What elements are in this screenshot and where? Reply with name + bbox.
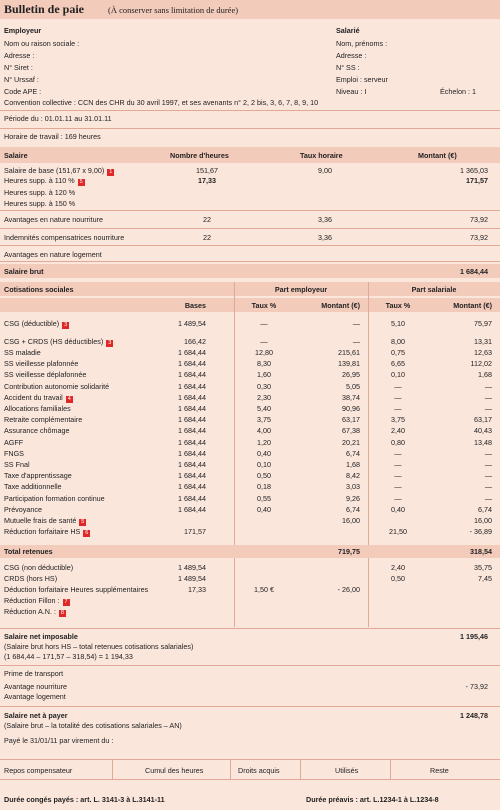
cotisation-row-montant-salarial: 16,00 <box>474 516 492 525</box>
cotisation-row-montant-salarial: — <box>484 382 492 391</box>
post-cotisation-row-montant-salarial: 7,45 <box>478 574 492 583</box>
net-value: 1 248,78 <box>460 711 488 720</box>
echelon: Échelon : 1 <box>440 87 476 96</box>
cotisation-row-text: Participation formation continue <box>4 494 105 503</box>
cotisation-row-taux-salarial: — <box>394 471 402 480</box>
salaire-row-label <box>4 188 75 197</box>
post-cotisation-row-text: Déduction forfaitaire Heures supplémentaires <box>4 585 149 594</box>
cotisation-row-taux-salarial: — <box>394 382 402 391</box>
cotisation-row-text: Contribution autonomie solidarité <box>4 382 110 391</box>
horaire: Horaire de travail : 169 heures <box>4 132 101 141</box>
salaire-col-taux: Taux horaire <box>300 151 343 160</box>
salaire-row-label <box>4 233 124 242</box>
cotisation-row-text: Mutuelle frais de santé <box>4 516 77 525</box>
salaire-row-text: Avantages en nature logement <box>4 250 102 259</box>
salaire-row-montant: 73,92 <box>470 233 488 242</box>
cotisation-row-label <box>4 337 113 347</box>
employeur-line: N° Urssaf : <box>4 75 39 84</box>
cotisation-row-taux-employeur: 0,10 <box>257 460 271 469</box>
note-badge: 6 <box>85 530 89 536</box>
cotisation-row-text: Prévoyance <box>4 505 42 514</box>
employeur-line: N° Siret : <box>4 63 33 72</box>
salaire-col-heures: Nombre d'heures <box>170 151 229 160</box>
cotisation-row-montant-employeur: 63,17 <box>342 415 360 424</box>
cotisation-row-base: 1 684,44 <box>178 359 206 368</box>
cotisation-row-base: 1 684,44 <box>178 471 206 480</box>
cotisation-row-base: 1 684,44 <box>178 494 206 503</box>
cotisation-row-taux-salarial: — <box>394 404 402 413</box>
cotisation-row-label <box>4 527 90 537</box>
cotisation-row-montant-salarial: — <box>484 494 492 503</box>
cotisation-row-taux-salarial: — <box>394 494 402 503</box>
cotisation-row-montant-employeur: 90,96 <box>342 404 360 413</box>
post-cotisation-row-taux-employeur: 1,50 € <box>254 585 274 594</box>
cotisation-row-taux-salarial: 2,40 <box>391 426 405 435</box>
reste: Reste <box>430 766 449 775</box>
cotisation-row-montant-salarial: — <box>484 482 492 491</box>
salarie-heading: Salarié <box>336 26 360 35</box>
cotisation-row-text: Taxe additionnelle <box>4 482 62 491</box>
salaire-row-label <box>4 199 75 208</box>
cotisation-row-taux-employeur: — <box>260 319 268 328</box>
cotisation-row-montant-salarial: — <box>484 449 492 458</box>
post-cotisation-row-text: CRDS (hors HS) <box>4 574 58 583</box>
cotisation-row-base: 1 684,44 <box>178 404 206 413</box>
cotisation-row-base: 1 684,44 <box>178 415 206 424</box>
repos-compensateur: Repos compensateur <box>4 766 73 775</box>
cotisation-row-label <box>4 505 42 514</box>
cotisation-row-taux-employeur: 1,60 <box>257 370 271 379</box>
cotisation-row-taux-employeur: 5,40 <box>257 404 271 413</box>
avantage-nourriture-value: - 73,92 <box>465 682 488 691</box>
salarie-line: Adresse : <box>336 51 367 60</box>
salaire-row-taux: 3,36 <box>318 215 332 224</box>
salaire-row-text: Heures supp. à 150 % <box>4 199 76 208</box>
cotisation-row-text: Retraite complémentaire <box>4 415 83 424</box>
cotisation-row-taux-salarial: 21,50 <box>389 527 407 536</box>
cotisation-row-taux-salarial: 0,10 <box>391 370 405 379</box>
post-cotisation-row-base: 17,33 <box>188 585 206 594</box>
cotisation-row-taux-employeur: 4,00 <box>257 426 271 435</box>
salaire-row-heures: 22 <box>203 233 211 242</box>
post-cotisation-row-text: Réduction A.N. : <box>4 607 56 616</box>
cotisation-row-base: 166,42 <box>184 337 206 346</box>
cotisation-row-text: Assurance chômage <box>4 426 70 435</box>
salaire-brut-value: 1 684,44 <box>460 267 488 276</box>
cotisation-row-taux-employeur: 12,80 <box>255 348 273 357</box>
imposable-value: 1 195,46 <box>460 632 488 641</box>
cotisation-row-base: 1 684,44 <box>178 505 206 514</box>
cotisation-row-montant-salarial: — <box>484 460 492 469</box>
employeur-line: Code APE : <box>4 87 42 96</box>
cotisation-row-montant-employeur: 16,00 <box>342 516 360 525</box>
prime-transport: Prime de transport <box>4 669 64 678</box>
salarie-line: Niveau : I <box>336 87 367 96</box>
cotisation-row-text: FNGS <box>4 449 24 458</box>
cotisations-header <box>0 282 500 296</box>
cumul-heures: Cumul des heures <box>145 766 204 775</box>
cotisations-heading: Cotisations sociales <box>4 285 74 294</box>
cotisation-row-montant-employeur: 1,68 <box>346 460 360 469</box>
cotisation-row-base: 1 684,44 <box>178 348 206 357</box>
post-cotisation-row-label <box>4 596 70 606</box>
part-salariale-heading: Part salariale <box>411 285 457 294</box>
post-cotisation-row-taux-salarial: 0,50 <box>391 574 405 583</box>
duree-conges: Durée congés payés : art. L. 3141-3 à L.3141-11 <box>4 795 165 804</box>
salaire-row-text: Indemnités compensatrices nourriture <box>4 233 125 242</box>
cotisation-row-montant-employeur: 3,03 <box>346 482 360 491</box>
cotisation-row-montant-employeur: 67,38 <box>342 426 360 435</box>
cotisation-row-taux-employeur: 3,75 <box>257 415 271 424</box>
employeur-heading: Employeur <box>4 26 42 35</box>
salaire-row-label <box>4 215 103 224</box>
cotisation-row-base: 1 684,44 <box>178 370 206 379</box>
post-cotisation-row-label <box>4 607 66 617</box>
employeur-line: Adresse : <box>4 51 35 60</box>
duree-preavis: Durée préavis : art. L.1234-1 à L.1234-8 <box>306 795 439 804</box>
cotisation-row-base: 1 684,44 <box>178 449 206 458</box>
cotisation-row-montant-employeur: 5,05 <box>346 382 360 391</box>
cotisation-row-taux-salarial: — <box>394 460 402 469</box>
cotisation-row-taux-salarial: — <box>394 482 402 491</box>
cotisation-row-montant-salarial: 13,31 <box>474 337 492 346</box>
cotisation-row-base: 171,57 <box>184 527 206 536</box>
cotisation-row-taux-salarial: 6,65 <box>391 359 405 368</box>
note-badge: 3 <box>64 322 68 328</box>
cotisation-row-taux-salarial: 3,75 <box>391 415 405 424</box>
cotisation-row-taux-employeur: 0,18 <box>257 482 271 491</box>
cotisation-row-montant-employeur: 26,95 <box>342 370 360 379</box>
salaire-row-taux: 3,36 <box>318 233 332 242</box>
avantage-nourriture: Avantage nourriture <box>4 682 67 691</box>
cotisation-row-label <box>4 393 73 403</box>
cotisation-row-montant-salarial: — <box>484 393 492 402</box>
convention-collective: Convention collective : CCN des CHR du 30 avril 1997, et ses avenants n° 2, 2 bis, 3, 6, 7, 8, 9, 10 <box>4 98 319 107</box>
cotisation-row-taux-salarial: — <box>394 393 402 402</box>
cotisation-row-montant-employeur: 6,74 <box>346 505 360 514</box>
note-badge: 7 <box>64 599 68 605</box>
cotisation-row-base: 1 684,44 <box>178 438 206 447</box>
cotisation-row-text: SS Fnal <box>4 460 30 469</box>
cotisation-row-text: Taxe d'apprentissage <box>4 471 72 480</box>
cotisation-row-montant-employeur: 8,42 <box>346 471 360 480</box>
cotisation-row-text: CSG + CRDS (HS déductibles) <box>4 337 104 346</box>
salaire-row-taux: 9,00 <box>318 166 332 175</box>
droits-acquis: Droits acquis <box>238 766 280 775</box>
cotisation-row-taux-salarial: 0,75 <box>391 348 405 357</box>
cotisations-subheader <box>0 298 500 312</box>
cotisation-row-text: Allocations familiales <box>4 404 71 413</box>
salaire-row-text: Avantages en nature nourriture <box>4 215 103 224</box>
salaire-row-text: Heures supp. à 110 % <box>4 176 75 185</box>
cotisation-row-taux-salarial: 0,40 <box>391 505 405 514</box>
cotisation-row-text: AGFF <box>4 438 24 447</box>
imposable-label: Salaire net imposable <box>4 632 78 641</box>
cotisation-row-montant-salarial: 13,48 <box>474 438 492 447</box>
note-badge: 3 <box>108 340 112 346</box>
cotisation-row-base: 1 684,44 <box>178 482 206 491</box>
salaire-row-text: Heures supp. à 120 % <box>4 188 76 197</box>
cotisation-row-base: 1 684,44 <box>178 393 206 402</box>
cotisation-row-label <box>4 438 23 447</box>
post-cotisation-row-label <box>4 585 148 594</box>
post-cotisation-row-label <box>4 574 57 583</box>
cotisation-row-taux-salarial: 8,00 <box>391 337 405 346</box>
salaire-row-montant: 1 365,03 <box>460 166 488 175</box>
cotisation-row-label <box>4 449 24 458</box>
cotisation-row-taux-employeur: 0,40 <box>257 449 271 458</box>
cotisation-row-base: 1 489,54 <box>178 319 206 328</box>
cotisation-row-montant-salarial: 63,17 <box>474 415 492 424</box>
cotisation-row-montant-employeur: 38,74 <box>342 393 360 402</box>
col-taux-salarial: Taux % <box>385 301 411 310</box>
note-badge: 5 <box>81 519 85 525</box>
utilises: Utilisés <box>335 766 359 775</box>
total-employeur: 719,75 <box>338 547 360 556</box>
net-formula: (Salaire brut – la totalité des cotisations salariales – AN) <box>4 721 182 730</box>
salaire-row-text: Salaire de base (151,67 x 9,00) <box>4 166 105 175</box>
salaire-col-montant: Montant (€) <box>418 151 457 160</box>
cotisation-row-taux-employeur: 0,40 <box>257 505 271 514</box>
note-badge: 1 <box>109 169 113 175</box>
cotisation-row-montant-employeur: 20,21 <box>342 438 360 447</box>
cotisation-row-montant-salarial: — <box>484 471 492 480</box>
note-badge: 8 <box>60 610 64 616</box>
col-montant-salarial: Montant (€) <box>453 301 492 310</box>
cotisation-row-montant-salarial: 112,02 <box>470 359 492 368</box>
salaire-row-heures: 22 <box>203 215 211 224</box>
salaire-header <box>0 147 500 163</box>
cotisation-row-label <box>4 415 82 424</box>
cotisation-row-label <box>4 404 71 413</box>
salaire-row-heures: 151,67 <box>196 166 218 175</box>
employeur-line: Nom ou raison sociale : <box>4 39 80 48</box>
salarie-line: Emploi : serveur <box>336 75 388 84</box>
post-cotisation-row-label <box>4 563 73 572</box>
post-cotisation-row-montant-salarial: 35,75 <box>474 563 492 572</box>
salaire-row-montant: 73,92 <box>470 215 488 224</box>
total-salarial: 318,54 <box>470 547 492 556</box>
cotisation-row-montant-salarial: 1,68 <box>478 370 492 379</box>
cotisation-row-text: SS maladie <box>4 348 41 357</box>
salaire-row-heures: 17,33 <box>198 176 216 185</box>
net-label: Salaire net à payer <box>4 711 68 720</box>
cotisation-row-label <box>4 471 72 480</box>
document-subtitle: (À conserver sans limitation de durée) <box>108 5 239 15</box>
cotisation-row-montant-employeur: 215,61 <box>338 348 360 357</box>
cotisation-row-label <box>4 516 86 526</box>
cotisation-row-text: SS vieillesse plafonnée <box>4 359 79 368</box>
cotisation-row-label <box>4 370 86 379</box>
cotisation-row-base: 1 684,44 <box>178 426 206 435</box>
cotisation-row-taux-employeur: 0,50 <box>257 471 271 480</box>
cotisation-row-label <box>4 319 69 329</box>
cotisation-row-base: 1 684,44 <box>178 382 206 391</box>
cotisation-row-taux-employeur: 0,55 <box>257 494 271 503</box>
cotisation-row-text: Accident du travail <box>4 393 63 402</box>
post-cotisation-row-text: CSG (non déductible) <box>4 563 74 572</box>
cotisation-row-montant-employeur: — <box>352 337 360 346</box>
salaire-row-label <box>4 250 102 259</box>
cotisation-row-taux-salarial: 0,80 <box>391 438 405 447</box>
part-employeur-heading: Part employeur <box>274 285 328 294</box>
post-cotisation-row-taux-salarial: 2,40 <box>391 563 405 572</box>
avantage-logement: Avantage logement <box>4 692 66 701</box>
document-title: Bulletin de paie <box>4 2 85 16</box>
post-cotisation-row-base: 1 489,54 <box>178 574 206 583</box>
cotisation-row-label <box>4 482 62 491</box>
post-cotisation-row-text: Réduction Fillon : <box>4 596 60 605</box>
cotisation-row-taux-employeur: 2,30 <box>257 393 271 402</box>
salaire-row-label <box>4 176 85 186</box>
cotisation-row-taux-employeur: — <box>260 337 268 346</box>
cotisation-row-label <box>4 460 30 469</box>
salarie-line: N° SS : <box>336 63 360 72</box>
cotisation-row-montant-employeur: 6,74 <box>346 449 360 458</box>
payment-line: Payé le 31/01/11 par virement du : <box>4 736 114 745</box>
cotisation-row-montant-salarial: 40,43 <box>474 426 492 435</box>
cotisation-row-label <box>4 494 105 503</box>
cotisation-row-taux-salarial: — <box>394 449 402 458</box>
cotisation-row-label <box>4 426 70 435</box>
cotisation-row-text: SS vieillesse déplafonnée <box>4 370 87 379</box>
cotisation-row-montant-salarial: 75,97 <box>474 319 492 328</box>
cotisation-row-montant-employeur: — <box>352 319 360 328</box>
cotisation-row-montant-salarial: - 36,89 <box>469 527 492 536</box>
cotisation-row-taux-employeur: 8,30 <box>257 359 271 368</box>
salaire-brut-label: Salaire brut <box>4 267 44 276</box>
note-badge: 4 <box>67 396 71 402</box>
col-bases: Bases <box>184 301 206 310</box>
title-bar <box>0 0 500 19</box>
imposable-formula: (Salaire brut hors HS – total retenues cotisations salariales) <box>4 642 194 651</box>
salaire-brut-row <box>0 264 500 278</box>
post-cotisation-row-base: 1 489,54 <box>178 563 206 572</box>
salaire-col-label: Salaire <box>4 151 28 160</box>
col-taux-employeur: Taux % <box>251 301 277 310</box>
cotisation-row-text: CSG (déductible) <box>4 319 60 328</box>
cotisation-row-montant-salarial: — <box>484 404 492 413</box>
col-montant-employeur: Montant (€) <box>321 301 360 310</box>
imposable-computation: (1 684,44 – 171,57 – 318,54) = 1 194,33 <box>4 652 133 661</box>
post-cotisation-row-montant-employeur: - 26,00 <box>337 585 360 594</box>
cotisation-row-taux-employeur: 1,20 <box>257 438 271 447</box>
cotisation-row-taux-employeur: 0,30 <box>257 382 271 391</box>
cotisation-row-label <box>4 348 41 357</box>
cotisation-row-text: Réduction forfaitaire HS <box>4 527 81 536</box>
cotisation-row-label <box>4 382 109 391</box>
cotisation-row-taux-salarial: 5,10 <box>391 319 405 328</box>
cotisation-row-label <box>4 359 78 368</box>
salarie-line: Nom, prénoms : <box>336 39 388 48</box>
salaire-row-label <box>4 166 114 176</box>
cotisation-row-base: 1 684,44 <box>178 460 206 469</box>
cotisation-row-montant-employeur: 9,26 <box>346 494 360 503</box>
periode: Période du : 01.01.11 au 31.01.11 <box>4 114 112 123</box>
salaire-row-montant: 171,57 <box>466 176 488 185</box>
total-retenues-row <box>0 545 500 558</box>
total-retenues-label: Total retenues <box>4 547 53 556</box>
note-badge: 5 <box>79 179 83 185</box>
cotisation-row-montant-employeur: 139,81 <box>338 359 360 368</box>
cotisation-row-montant-salarial: 6,74 <box>478 505 492 514</box>
cotisation-row-montant-salarial: 12,63 <box>474 348 492 357</box>
